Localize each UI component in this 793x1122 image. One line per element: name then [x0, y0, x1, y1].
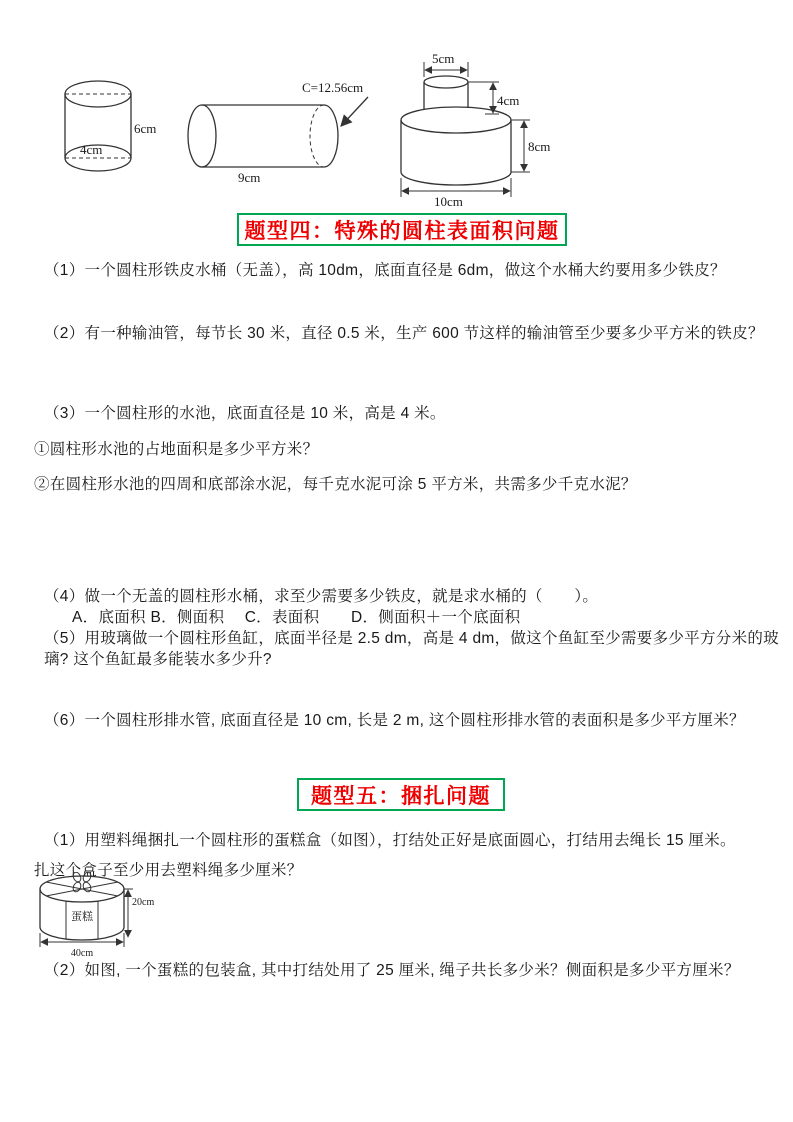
cake-diameter-label: 40cm	[70, 948, 94, 959]
question-s4-6: （6）一个圆柱形排水管, 底面直径是 10 cm, 长是 2 m, 这个圆柱形排水管的表面积是多少平方厘米？	[44, 712, 745, 729]
cake-height-label: 20cm	[132, 897, 155, 908]
pointer-arrow	[341, 97, 368, 126]
section-five-heading: 题型五：捆扎问题	[311, 784, 491, 808]
section-five-heading-box	[297, 778, 505, 811]
question-s5-1-line2: 扎这个盒子至少用去塑料绳多少厘米？	[34, 862, 303, 879]
question-s4-3-sub1: ①圆柱形水池的占地面积是多少平方米？	[34, 441, 319, 458]
left-end-ellipse	[188, 105, 216, 167]
section-four-heading-box	[237, 213, 567, 246]
cake-label: 蛋糕	[71, 911, 93, 923]
question-s4-3: （3）一个圆柱形的水池，底面直径是 10 米，高是 4 米。	[44, 405, 446, 422]
bottom-height-label: 8cm	[528, 139, 551, 154]
top-height-label: 4cm	[497, 93, 520, 108]
question-s4-4: （4）做一个无盖的圆柱形水桶，求至少需要多少铁皮，就是求水桶的（ ）。	[44, 588, 599, 605]
top-diameter-label: 5cm	[432, 51, 455, 66]
question-s5-1-line1: （1）用塑料绳捆扎一个圆柱形的蛋糕盒（如图），打结处正好是底面圆心，打结用去绳长 15 厘米。	[44, 832, 736, 849]
question-s5-2: （2）如图, 一个蛋糕的包装盒, 其中打结处用了 25 厘米, 绳子共长多少米？侧面积是多少平方厘米？	[44, 962, 740, 979]
question-s4-4-options: A．底面积 B．侧面积 C．表面积 D．侧面积＋一个底面积	[72, 609, 521, 626]
length-label: 9cm	[238, 170, 261, 185]
figure-horizontal-cylinder	[178, 76, 383, 186]
large-cylinder-bottom-arc	[401, 172, 511, 185]
circumference-label: C=12.56cm	[302, 80, 364, 95]
section-four-heading: 题型四：特殊的圆柱表面积问题	[244, 219, 560, 243]
figure-vertical-cylinder	[58, 78, 178, 188]
diameter-label: 4cm	[80, 142, 103, 157]
question-s4-2: （2）有一种输油管，每节长 30 米，直径 0.5 米，生产 600 节这样的输油管至少要多少平方米的铁皮？	[44, 325, 764, 342]
question-s4-5: （5）用玻璃做一个圆柱形鱼缸，底面半径是 2.5 dm，高是 4 dm，做这个鱼缸至少需要多少平方分米的玻璃? 这个鱼缸最多能装水多少升?	[44, 630, 779, 668]
small-cylinder-top-ellipse	[424, 76, 468, 88]
right-end-front-arc	[324, 105, 338, 167]
bottom-diameter-label: 10cm	[434, 194, 463, 208]
figure-compound-cylinder	[398, 50, 593, 208]
height-label: 6cm	[134, 121, 157, 136]
cake-bottom-arc	[40, 927, 124, 940]
figure-cake-box	[33, 872, 183, 960]
question-s4-3-sub2: ②在圆柱形水池的四周和底部涂水泥，每千克水泥可涂 5 平方米，共需多少千克水泥？	[34, 476, 637, 493]
question-s4-1: （1）一个圆柱形铁皮水桶（无盖），高 10dm，底面直径是 6dm，做这个水桶大约要用多少铁皮？	[44, 262, 726, 279]
large-cylinder-top-ellipse	[401, 107, 511, 133]
right-end-back-arc-dashed	[310, 105, 324, 167]
bow-icon	[72, 872, 93, 893]
